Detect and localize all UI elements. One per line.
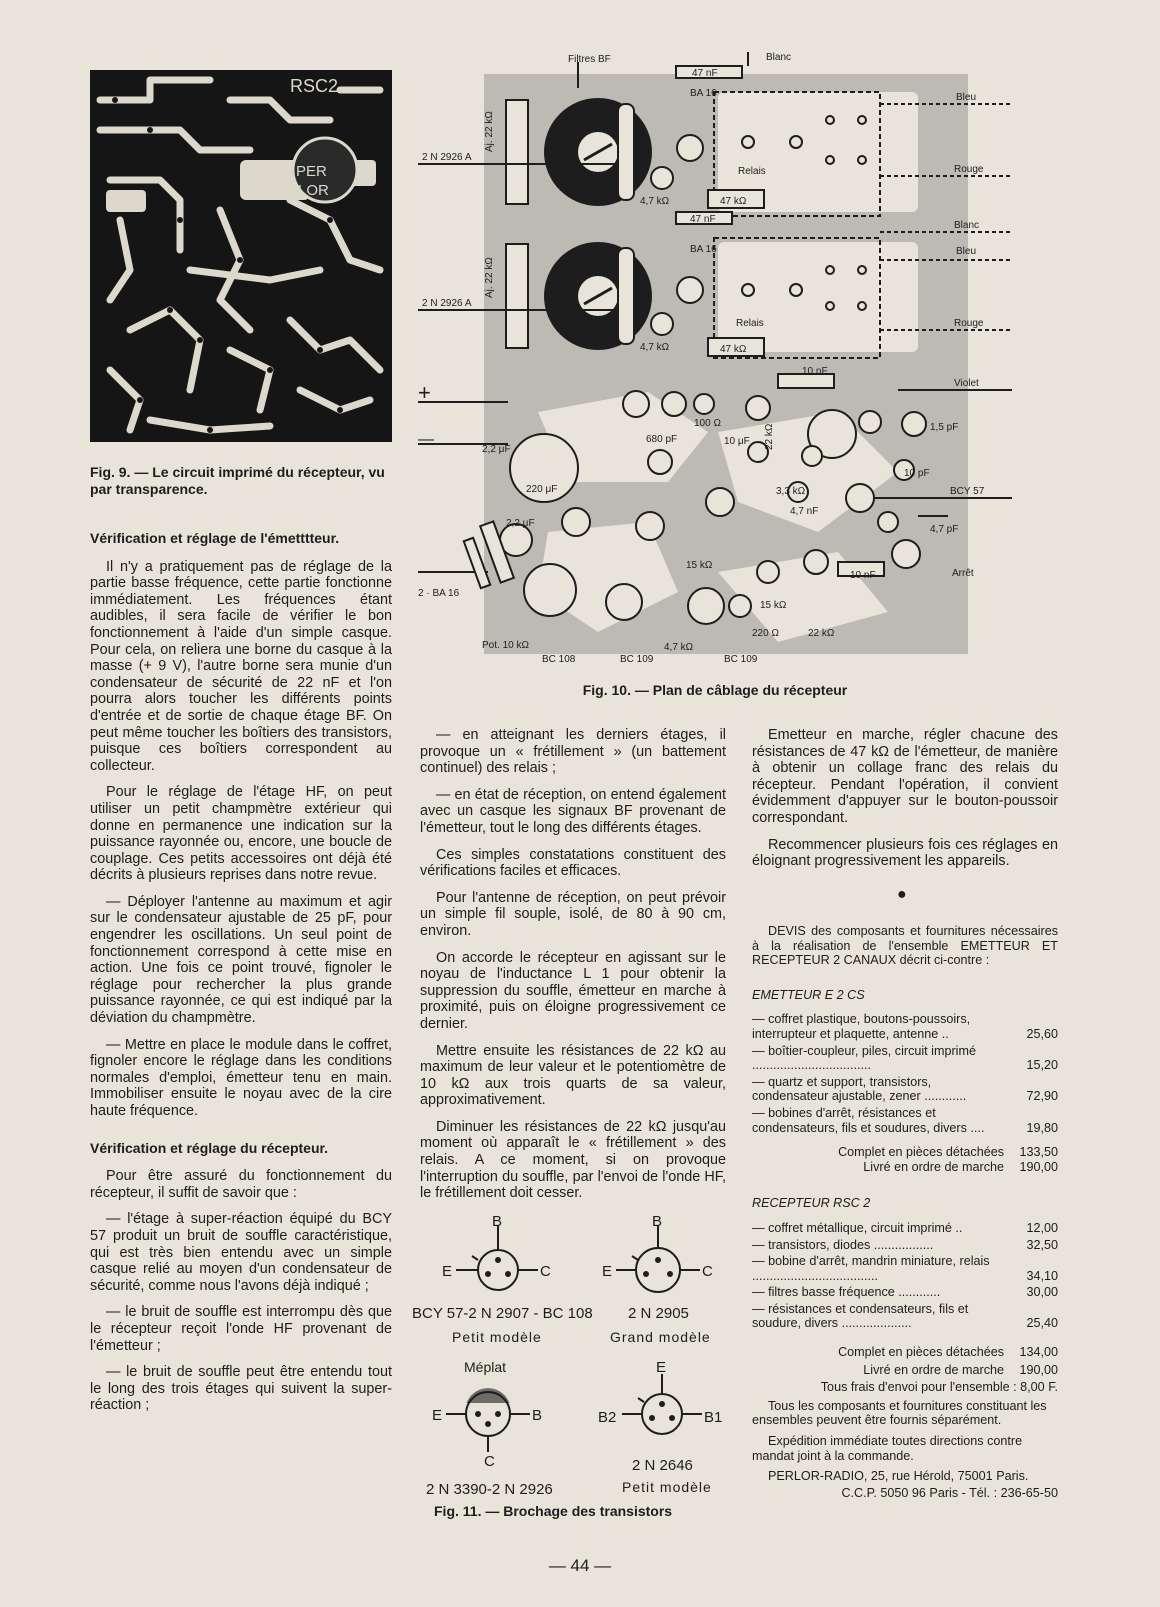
right-para-1: Emetteur en marche, régler chacune des résistances de 47 kΩ de l'émetteur, de manière à obtenir un collage franc des relais du récepteur. Pendant l'opération, il convient évidemment d'appuyer sur le bouton-poussoir correspondant. [752,727,1058,826]
mid-para-6: Mettre ensuite les résistances de 22 kΩ au maximum de leur valeur et le potentiomètre de 10 kΩ aux trois quarts de sa valeur, approximativement. [420,1042,726,1109]
fig10-label-bc108: BC 108 [542,654,576,665]
t4-name: 2 N 2646 [632,1457,693,1474]
t1-name: BCY 57-2 N 2907 - BC 108 [412,1305,593,1322]
fig10-label-aj22k-2: Aj. 22 kΩ [484,257,495,298]
fig10-label-15k-2: 15 kΩ [760,600,787,611]
fig10-label-arret: Arrêt [952,568,974,579]
left-column [90,530,392,1424]
fig10-label-680pf: 680 pF [646,434,678,445]
t2-model: Grand modèle [610,1329,711,1345]
left-para-7: — le bruit de souffle est interrompu dès que le récepteur reçoit l'onde HF provenant de l'émetteur ; [90,1304,392,1354]
recepteur-item [752,1238,1058,1253]
left-para-1: Il n'y a pratiquement pas de réglage de la partie basse fréquence, cette partie fonctionne immédiatement. Les fréquences étant audibles, il sera facile de vérifier le bon fonctionnement à l'aide d'un simple casque. Pour cela, on reliera une borne du casque à la masse (+ 9 V), l'autre borne sera munie d'un condensateur de sécurité de 22 nF et l'on pourra alors toucher les différents points d'entrée et de sortie de chaque étage BF. On peut même toucher les boîtiers des transistors, puisque ces boîtiers correspondent au collecteur. [90,558,392,774]
t4-pin-b2: B2 [598,1409,617,1426]
fig10-label-bcy57: BCY 57 [950,486,985,497]
fig9-chip-label-1: PER [296,163,327,180]
recepteur-item-desc: — résistances et condensateurs, fils et soudure, divers .................... [752,1301,969,1331]
t3-pin-b: B [532,1407,543,1424]
fig10-label-10uf: 10 μF [724,436,750,447]
t1-pin-c: C [540,1263,551,1280]
fig10-label-10nf-2: 10 nF [850,570,876,581]
fig10-label-2-2uf-1: 2,2 μF [482,444,511,455]
recepteur-item [752,1285,1058,1300]
emetteur-item [752,1106,1058,1135]
section-bullet: ● [897,886,907,903]
devis-intro: DEVIS des composants et fournitures nécessaires à la réalisation de l'ensemble EMETTEUR ET RECEPTEUR 2 CANAUX décrit ci-contre : [752,924,1058,968]
fig10-label-bc109-1: BC 109 [620,654,654,665]
fig10-label-2-2uf-2: 2,2 μF [506,518,535,529]
fig10-caption: Fig. 10. — Plan de câblage du récepteur [582,682,848,698]
emetteur-total-2: Livré en ordre de marche 190,00 [863,1159,1058,1174]
emetteur-item-price: 25,60 [1026,1026,1058,1041]
fig10-label-4k7-2: 4,7 kΩ [640,342,670,353]
right-para-2: Recommencer plusieurs fois ces réglages en éloignant progressivement les appareils. [752,836,1058,870]
recepteur-item [752,1221,1058,1236]
fig11-pinout-diagram [412,1214,742,1514]
t2-pin-e: E [602,1263,613,1280]
t1-pin-b: B [492,1214,503,1230]
left-para-3: — Déployer l'antenne au maximum et agir sur le condensateur ajustable de 25 pF, pour engendrer les oscillations. Un seul point de fonctionnement correspond à cette mise en action. Une fois ce point trouvé, fignoler le réglage pour rechercher la plus grande puissance rayonnée, ce qui est indiqué par la déviation du champmètre. [90,893,392,1027]
recepteur-item-price: 32,50 [1026,1237,1058,1252]
t3-pin-c: C [484,1453,495,1470]
recepteur-item-desc: — bobine d'arrêt, mandrin miniature, relais .................................... [752,1254,990,1283]
emetteur-items [752,1012,1058,1135]
t4-pin-e: E [656,1359,667,1376]
fig10-label-22k: 22 kΩ [764,423,775,450]
emetteur-item [752,1012,1058,1041]
fig9-chip-label-2: LOR [298,182,329,199]
left-para-5: Pour être assuré du fonctionnement du récepteur, il suffit de savoir que : [90,1168,392,1201]
emetteur-item [752,1044,1058,1073]
t2-name: 2 N 2905 [628,1305,689,1322]
fig10-minus-terminal: — [418,431,434,448]
emetteur-item-price: 15,20 [1026,1058,1058,1073]
fig10-label-blanc-2: Blanc [954,220,980,231]
fig10-label-47k-2: 47 kΩ [720,344,747,355]
devis-block [752,924,1058,1500]
left-para-4: — Mettre en place le module dans le coffret, fignoler encore le réglage dans les conditions normales d'emploi, émetteur tenu en main. Immobiliser ensuite le noyau avec de la cire haute fréquence. [90,1036,392,1119]
fig10-label-ba16-2: BA 16 [690,244,717,255]
mid-para-7: Diminuer les résistances de 22 kΩ jusqu'au moment où apparaît le « frétillement » des relais. A ce moment, si on provoque l'interruption du souffle, par l'envoi de l'onde HF, le frétillement doit cesser. [420,1118,726,1202]
fig10-label-3k3: 3,3 kΩ [776,486,806,497]
heading-emetteur: Vérification et réglage de l'émetttteur. [90,530,340,546]
fig10-label-rouge-1: Rouge [954,164,984,175]
recepteur-items [752,1221,1058,1331]
fig10-label-4-7pf: 4,7 pF [930,524,959,535]
t2-pin-c: C [702,1263,713,1280]
recepteur-item-price: 34,10 [1026,1268,1058,1283]
page-number: — 44 — [548,1556,612,1575]
fig10-label-bc109-2: BC 109 [724,654,758,665]
middle-column [420,727,726,1212]
emetteur-title: EMETTEUR E 2 CS [752,987,865,1002]
fig10-label-relais-2: Relais [736,318,764,329]
fig10-label-10pf: 10 pF [904,468,930,479]
fig10-label-2ba16: 2 · BA 16 [418,588,460,599]
emetteur-item-price: 19,80 [1026,1120,1058,1135]
mid-para-1: — en atteignant les derniers étages, il provoque un « frétillement » (un battement continuel) des relais ; [420,727,726,777]
emetteur-item-desc: — boîtier-coupleur, piles, circuit imprimé .................................. [752,1043,976,1073]
fig10-label-47nf-2: 47 nF [690,214,716,225]
mid-para-2: — en état de réception, on entend également avec un casque les signaux BF provenant de l'émetteur, tout le long des différents étages. [420,786,726,836]
frais-envoi: Tous frais d'envoi pour l'ensemble : 8,00 F. [820,1380,1058,1395]
fig10-label-pot: Pot. 10 kΩ [482,640,529,651]
heading-recepteur: Vérification et réglage du récepteur. [90,1139,329,1156]
note-2: Expédition immédiate toutes directions contre mandat joint à la commande. [752,1434,1023,1463]
recepteur-item [752,1254,1058,1283]
t4-pin-b1: B1 [704,1409,723,1426]
emetteur-item-price: 72,90 [1026,1089,1058,1104]
fig9-caption: Fig. 9. — Le circuit imprimé du récepteur, vu par transparence. [90,464,385,497]
left-para-8: — le bruit de souffle peut être entendu tout le long des trois étages qui suivent la super-réaction ; [90,1364,392,1414]
fig10-label-22k-b: 22 kΩ [808,628,835,639]
fig10-label-47nf-1: 47 nF [692,68,718,79]
recepteur-total-2: Livré en ordre de marche 190,00 [863,1362,1058,1377]
fig10-label-15k-1: 15 kΩ [686,560,713,571]
t3-pin-e: E [432,1407,443,1424]
emetteur-item-desc: — quartz et support, transistors, condensateur ajustable, zener ............ [752,1074,967,1104]
emetteur-item-desc: — bobines d'arrêt, résistances et condensateurs, fils et soudures, divers .... [752,1105,985,1135]
fig10-label-100ohm: 100 Ω [694,418,721,429]
fig10-label-2n2926a-1: 2 N 2926 A [422,152,472,163]
recepteur-item-desc: — transistors, diodes ................. [752,1237,934,1252]
fig9-board-label: RSC2 [290,76,339,96]
t4-model: Petit modèle [622,1479,712,1495]
emetteur-item [752,1075,1058,1104]
t1-model: Petit modèle [452,1329,542,1345]
left-para-6: — l'étage à super-réaction équipé du BCY 57 produit un bruit de souffle caractéristique, qui est très bien entendu avec un simple casque relié au moyen d'un condensateur de sécurité, comme nous l'avons déjà indiqué ; [90,1211,392,1294]
fig10-label-220uf: 220 μF [526,484,558,495]
emetteur-item-desc: — coffret plastique, boutons-poussoirs, interrupteur et plaquette, antenne .. [752,1012,971,1041]
fig10-label-4k7-3: 4,7 kΩ [664,642,694,653]
fig10-label-10nf-1: 10 nF [802,366,828,377]
fig10-label-relais-1: Relais [738,166,766,177]
fig11-caption: Fig. 11. — Brochage des transistors [434,1503,673,1519]
fig9-printed-circuit-image [90,70,392,442]
recepteur-item-desc: — coffret métallique, circuit imprimé .. [752,1220,963,1235]
recepteur-title: RECEPTEUR RSC 2 [752,1196,871,1211]
recepteur-item [752,1302,1058,1331]
left-para-2: Pour le réglage de l'étage HF, on peut utiliser un petit champmètre extérieur qui donne en permanence une indication sur la puissance rayonnée ou, encore, une boucle de couplage. Ces petits accessoires ont déjà été décrits à plusieurs reprises dans notre revue. [90,784,392,884]
t3-name: 2 N 3390-2 N 2926 [426,1481,553,1498]
t1-pin-e: E [442,1263,453,1280]
mid-para-4: Pour l'antenne de réception, on peut prévoir un simple fil souple, isolé, de 80 à 90 cm, environ. [420,889,726,939]
mid-para-5: On accorde le récepteur en agissant sur le noyau de l'inductance L 1 pour obtenir la suppression du souffle, émetteur en marche à proximité, puis on éloigne progressivement ce dernier. [420,949,726,1032]
right-column [752,727,1058,880]
fig10-label-1-5pf: 1,5 pF [930,422,959,433]
fig10-label-bleu-2: Bleu [956,246,977,257]
recepteur-item-price: 30,00 [1026,1285,1058,1300]
fig10-label-aj22k-1: Aj. 22 kΩ [484,111,495,152]
fig10-label-bleu-1: Bleu [956,92,977,103]
fig10-wiring-diagram [418,52,1012,666]
recepteur-item-price: 12,00 [1026,1220,1058,1235]
emetteur-total-1: Complet en pièces détachées 133,50 [838,1145,1058,1160]
ccp: C.C.P. 5050 96 Paris - Tél. : 236-65-50 [841,1485,1058,1500]
recepteur-item-desc: — filtres basse fréquence ............ [752,1285,941,1300]
fig10-label-220ohm: 220 Ω [752,628,779,639]
mid-para-3: Ces simples constatations constituent des vérifications faciles et efficaces. [420,846,726,880]
fig10-label-filtres: Filtres BF [568,54,611,65]
note-1: Tous les composants et fournitures constituant les ensembles peuvent être fournis séparément. [752,1398,1047,1428]
fig10-label-2n2926a-2: 2 N 2926 A [422,298,472,309]
recepteur-total-1: Complet en pièces détachées 134,00 [838,1345,1058,1360]
recepteur-item-price: 25,40 [1026,1316,1058,1331]
fig10-label-violet: Violet [954,378,979,389]
fig10-label-47k-1: 47 kΩ [720,196,747,207]
t2-pin-b: B [652,1214,663,1230]
fig10-plus-terminal: + [418,380,431,405]
t3-meplat-label: Méplat [464,1359,507,1375]
fig10-label-ba16-1: BA 16 [690,88,717,99]
fig10-label-blanc-1: Blanc [766,52,792,63]
fig10-label-4k7-1: 4,7 kΩ [640,196,670,207]
address: PERLOR-RADIO, 25, rue Hérold, 75001 Paris. [768,1469,1029,1484]
fig10-label-4-7nf: 4,7 nF [790,506,819,517]
fig10-label-rouge-2: Rouge [954,318,984,329]
